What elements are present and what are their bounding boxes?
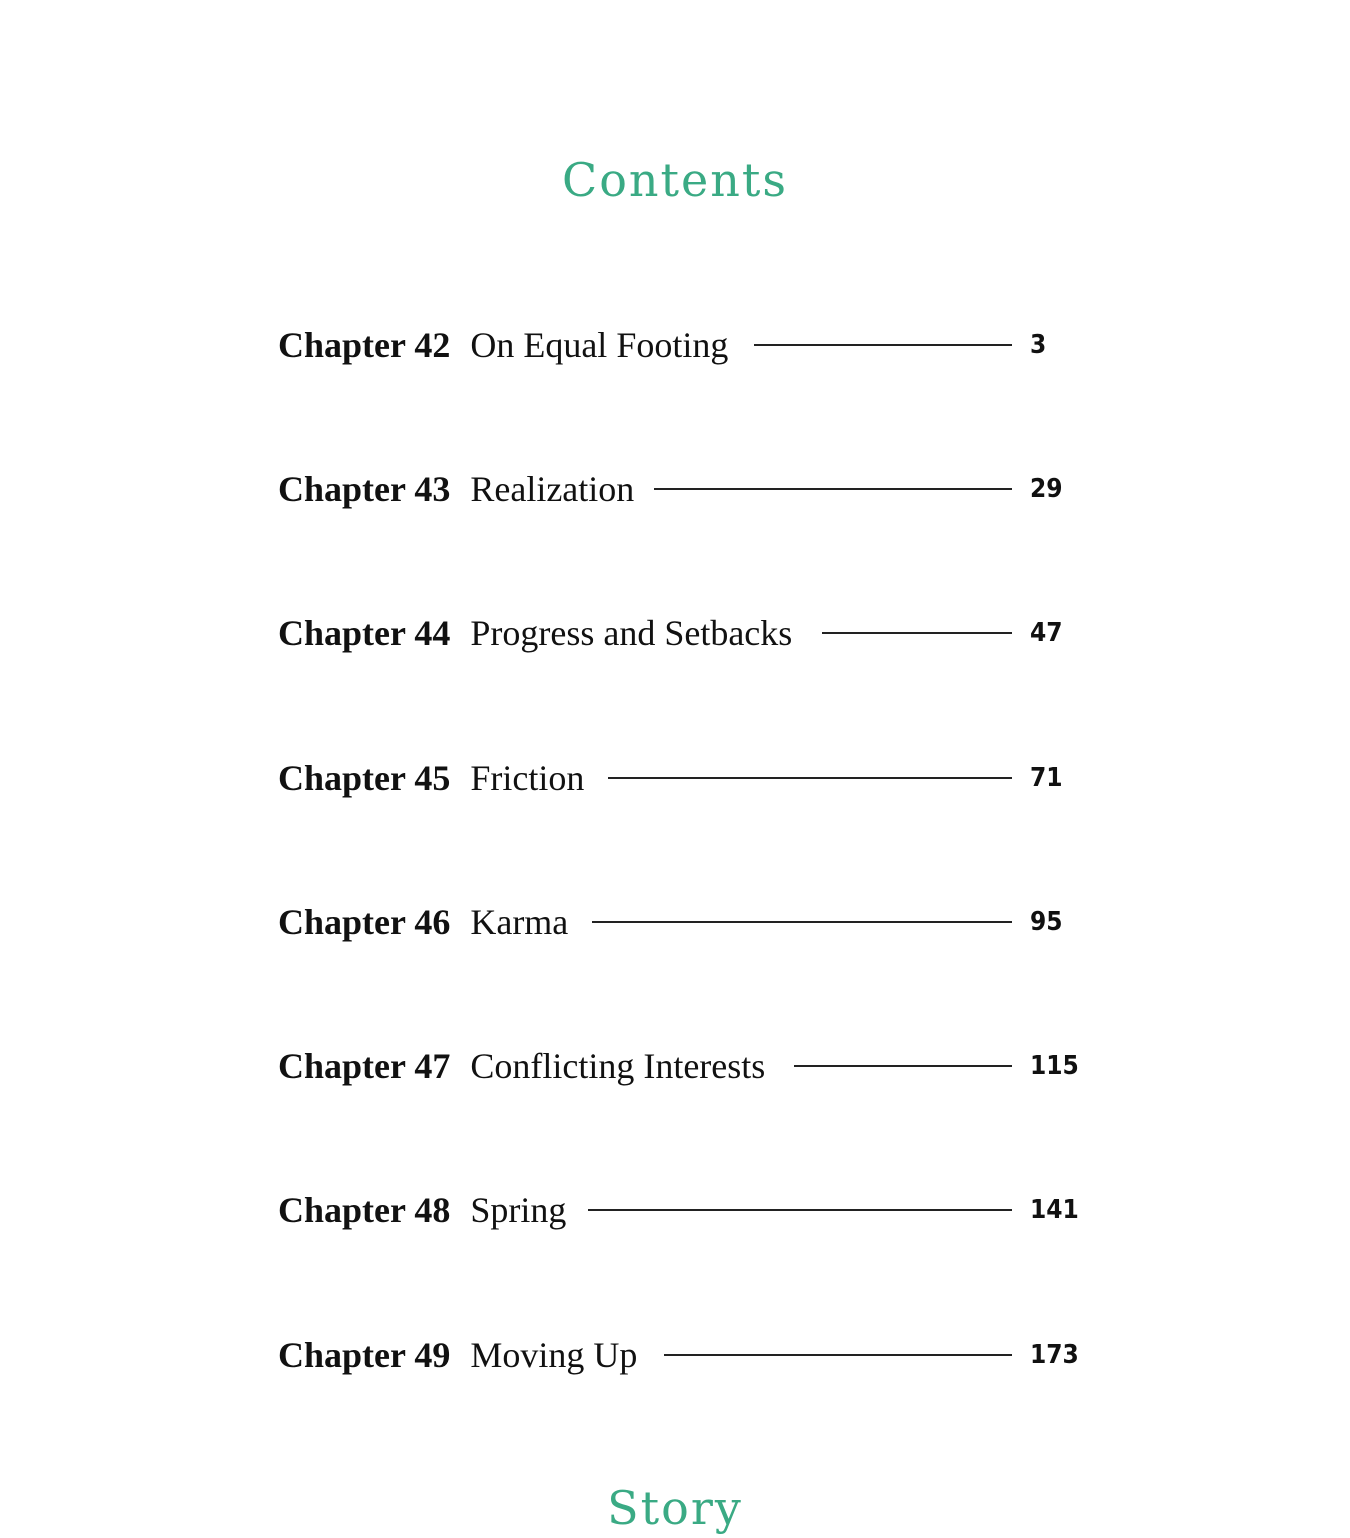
toc-entry[interactable] [278, 459, 1078, 519]
leader-line [608, 777, 1012, 779]
chapter-number: Chapter 44 [278, 613, 451, 653]
chapter-title: Moving Up [470, 1335, 638, 1375]
story-heading: Story [607, 1481, 743, 1535]
toc-entry[interactable] [278, 603, 1078, 663]
chapter-number: Chapter 42 [278, 325, 451, 365]
chapter-title: Progress and Setbacks [470, 613, 793, 653]
chapter-title: On Equal Footing [470, 325, 729, 365]
leader-line [794, 1065, 1012, 1067]
contents-heading: Contents [562, 153, 788, 207]
toc-entry[interactable] [278, 1325, 1078, 1385]
toc-entry[interactable] [278, 748, 1078, 808]
chapter-title: Conflicting Interests [470, 1046, 766, 1086]
chapter-number: Chapter 48 [278, 1190, 451, 1230]
page-number: 173 [1030, 1340, 1079, 1370]
chapter-title: Karma [470, 902, 569, 942]
leader-line [588, 1209, 1012, 1211]
chapter-number: Chapter 49 [278, 1335, 451, 1375]
chapter-title: Realization [470, 469, 635, 509]
page-number: 47 [1030, 618, 1063, 648]
page-number: 29 [1030, 474, 1063, 504]
page-number: 71 [1030, 763, 1063, 793]
toc-entry[interactable] [278, 1180, 1078, 1240]
page-number: 95 [1030, 907, 1063, 937]
leader-line [754, 344, 1012, 346]
toc-entry[interactable] [278, 1036, 1078, 1096]
chapter-number: Chapter 45 [278, 758, 451, 798]
leader-line [654, 488, 1012, 490]
leader-line [822, 632, 1012, 634]
chapter-number: Chapter 43 [278, 469, 451, 509]
toc-entry[interactable] [278, 892, 1078, 952]
leader-line [664, 1354, 1012, 1356]
chapter-number: Chapter 46 [278, 902, 451, 942]
toc-entry[interactable] [278, 315, 1078, 375]
chapter-number: Chapter 47 [278, 1046, 451, 1086]
chapter-title: Spring [470, 1190, 567, 1230]
leader-line [592, 921, 1012, 923]
chapter-title: Friction [470, 758, 585, 798]
page-number: 115 [1030, 1051, 1079, 1081]
page-number: 141 [1030, 1195, 1079, 1225]
page-number: 3 [1030, 330, 1047, 360]
